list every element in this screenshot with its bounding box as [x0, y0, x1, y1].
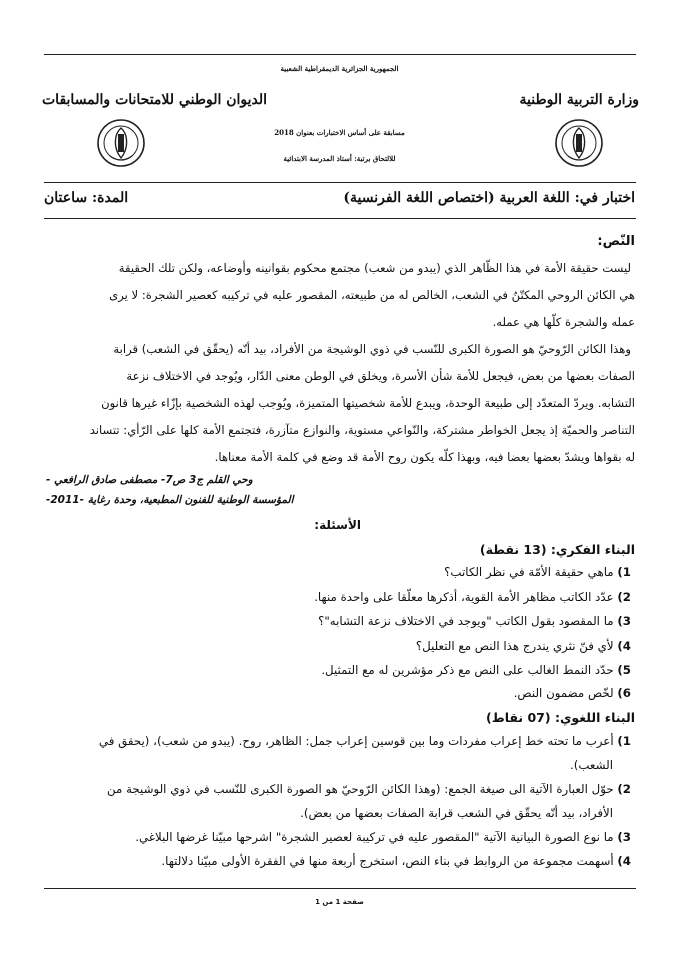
source-reference: وحي القلم ج3 ص7- مصطفى صادق الرافعي - — [46, 474, 253, 486]
page-number: صفحة 1 من 1 — [315, 898, 364, 906]
question-item: 2) عدّد الكاتب مظاهر الأمة القوية، أذكرها معلّقا على واحدة منها. — [314, 590, 631, 604]
text-line: ليست حقيقة الأمة في هذا الظّاهر الذي (يبدو من شعب) مجتمع محكوم بقوانينه وأوضاعه، ولكن تلك الحقيقة — [118, 261, 631, 275]
rank-title: للالتحاق برتبة: أستاذ المدرسة الابتدائية — [283, 154, 396, 163]
question-item: 1) أعرب ما تحته خط إعراب مفردات وما بين قوسين إعراب جمل: الظاهر، روح. (يبدو من شعب)، (يحقق في — [98, 734, 631, 748]
question-item: 4) لأي فنّ نثري يندرج هذا النص مع التعليل؟ — [415, 639, 631, 653]
text-line: الصفات بعضها من بعض، فيجعل للأمة شأن الأسرة، ويخلق في الوطن معنى الدّار، ويُوجد في الاختلاف نزعة — [126, 369, 635, 383]
part2-title: البناء اللغوي: (07 نقاط) — [486, 710, 635, 725]
question-item: 3) ما نوع الصورة البيانية الآتية "المقصور عليه في تركيبة لعصير الشجرة" اشرحها مبيّنا غرضها البلاغي. — [135, 830, 631, 844]
text-heading: النّص: — [597, 234, 635, 249]
questions-heading: الأسئلة: — [314, 518, 361, 532]
question-item: 2) حوّل العبارة الآتية الى صيغة الجمع: (وهذا الكائن الرّوحيّ هو الصورة الكبرى للنّسب في ذوي الوشيجة من — [107, 782, 631, 796]
subject-rule — [44, 218, 636, 219]
part1-title: البناء الفكري: (13 نقطة) — [479, 542, 635, 557]
question-item-continued: الأفراد، بيد أنّه يحقّق في الشعب قرابة الصفات بعضها من بعض). — [300, 806, 613, 820]
text-line: التشابه. ويردّ المتعدّد إلى طبيعة الوحدة، ويبدع للأمة شخصيتها المتميزة، ويُوجب لهذه الشخصية بإزّاء غيرها قانون — [101, 396, 635, 410]
text-line: له بقواها ويشدّ بعضها بعضا فيه، وبهذا كلّه يكون روح الأمة قد وضع في كلمة الأمة معناها. — [214, 450, 635, 464]
question-item: 6) لخّص مضمون النص. — [513, 686, 631, 700]
top-rule — [44, 54, 636, 55]
ministry-name: وزارة التربية الوطنية — [519, 92, 639, 108]
exam-duration: المدة: ساعتان — [44, 190, 129, 206]
question-item: 1) ماهي حقيقة الأمّة في نظر الكاتب؟ — [444, 565, 631, 579]
source-publisher: المؤسسة الوطنية للفنون المطبعية، وحدة رغاية -2011- — [46, 494, 294, 506]
text-line: وهذا الكائن الرّوحيّ هو الصورة الكبرى للنّسب في ذوي الوشيجة من الأفراد، بيد أنّه (يحقّق في الشعب) قرابة — [113, 342, 631, 356]
text-line: التناصر والحميّة إذ يجعل الخواطر مشتركة، والنّواعي مستوية، والنوازع متآزرة، فتجتمع الأمة كلها على الرّأي: تتساند — [89, 423, 635, 437]
exam-subject: اختبار في: اللغة العربية (اختصاص اللغة الفرنسية) — [343, 190, 635, 206]
republic-title: الجمهورية الجزائرية الديمقراطية الشعبية — [280, 64, 399, 73]
contest-title: مسابقة على أساس الاختبارات بعنوان 2018 — [274, 128, 405, 137]
question-item-continued: الشعب). — [569, 758, 613, 772]
header-rule — [44, 182, 636, 183]
question-item: 3) ما المقصود بقول الكاتب "ويوجد في الاختلاف نزعة التشابه"؟ — [318, 614, 631, 628]
text-line: عمله والشجرة كلّها هي عمله. — [492, 315, 635, 329]
question-item: 5) حدّد النمط الغالب على النص مع ذكر مؤشرين له مع التمثيل. — [321, 663, 631, 677]
text-line: هي الكائن الروحي المكتّنُ في الشعب، الخالص له من طبيعته، المقصور عليه في تركيبه كعصير الشجرة: لا يرى — [109, 288, 635, 302]
question-item: 4) أسهمت مجموعة من الروابط في بناء النص، استخرج أربعة منها في الفقرة الأولى مبيّنا دلالتها. — [161, 854, 631, 868]
office-name: الديوان الوطني للامتحانات والمسابقات — [42, 92, 268, 108]
footer-rule — [44, 888, 636, 889]
